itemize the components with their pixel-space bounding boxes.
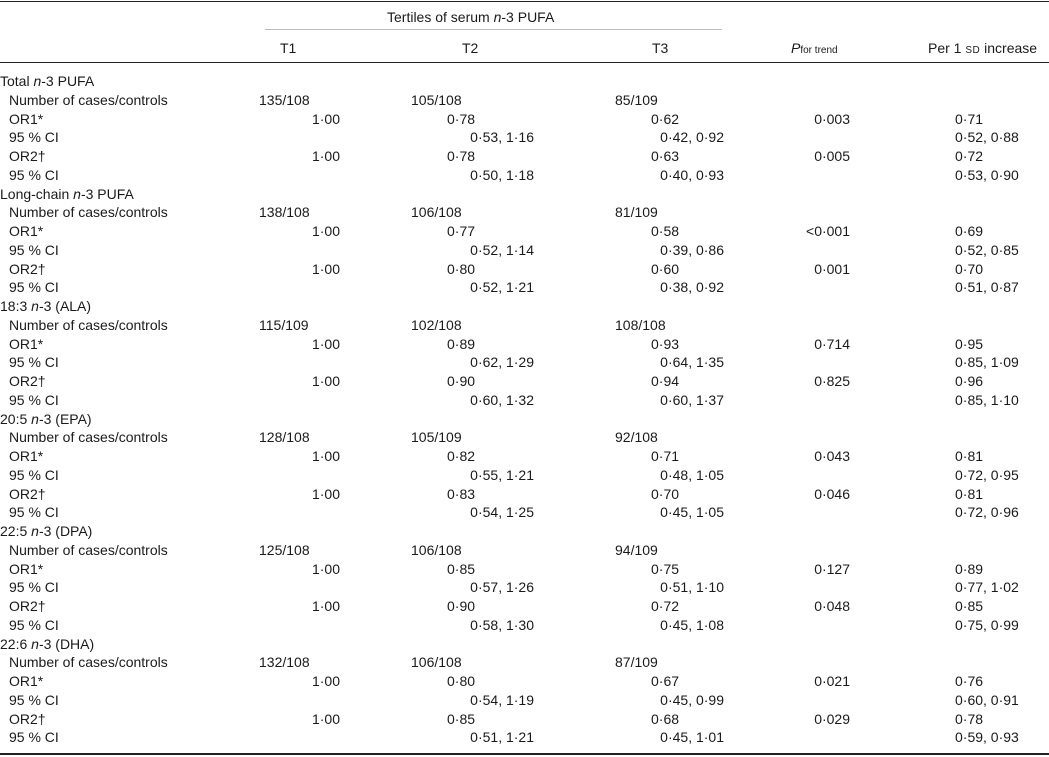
cell-per-sd: 0·72: [955, 148, 984, 164]
cell-t3: 0·45, 1·08: [660, 616, 724, 633]
cell-t3: 0·58: [651, 223, 680, 239]
col-header-t3: T3: [652, 40, 669, 56]
cell-t2: 0·83: [447, 485, 476, 502]
cell-t2: 0·85: [447, 560, 476, 577]
row-label: 95 % CI: [9, 241, 59, 258]
cell-p-trend: 0·001: [814, 260, 850, 277]
cell-p-trend: 0·043: [814, 448, 850, 464]
cell-t2: 0·52, 1·21: [470, 279, 534, 296]
row-label: OR2†: [9, 148, 46, 164]
spanner-rule: [265, 29, 722, 30]
cell-t2: 0·80: [447, 673, 476, 689]
cell-t2: 106/108: [411, 654, 462, 671]
row-label: OR1*: [9, 673, 44, 689]
cell-t2: 0·82: [447, 448, 476, 464]
cell-per-sd: 0·60, 0·91: [955, 691, 1019, 708]
col-header-t1: T1: [280, 40, 297, 56]
cell-per-sd: 0·85: [955, 598, 984, 614]
cell-t3: 94/109: [615, 541, 658, 558]
row-label: Number of cases/controls: [9, 541, 168, 558]
cell-t3: 92/108: [615, 429, 658, 446]
row-label: 95 % CI: [9, 504, 59, 521]
cell-t2: 0·78: [447, 148, 476, 164]
cell-t1: 1·00: [311, 710, 340, 727]
row-label: Number of cases/controls: [9, 204, 168, 221]
cell-t3: 0·42, 0·92: [660, 129, 724, 146]
row-label: 95 % CI: [9, 616, 59, 633]
cell-per-sd: 0·69: [955, 223, 984, 239]
cell-t3: 0·71: [651, 448, 680, 464]
cell-p-trend: 0·825: [814, 373, 850, 389]
cell-t1: 128/108: [259, 429, 310, 446]
group-label: 20:5 n-3 (EPA): [0, 410, 92, 427]
cell-t1: 115/109: [259, 316, 309, 333]
row-label: OR2†: [9, 260, 46, 277]
cell-t2: 0·78: [447, 110, 476, 127]
cell-t3: 0·39, 0·86: [660, 241, 724, 258]
cell-t2: 0·89: [447, 335, 476, 352]
cell-t1: 132/108: [259, 654, 310, 671]
row-label: OR1*: [9, 223, 44, 239]
cell-t3: 0·51, 1·10: [660, 579, 724, 596]
cell-per-sd: 0·78: [955, 710, 984, 727]
cell-t3: 0·94: [651, 373, 680, 389]
cell-t2: 0·80: [447, 260, 476, 277]
cell-per-sd: 0·96: [955, 373, 984, 389]
cell-t3: 0·75: [651, 560, 680, 577]
cell-t2: 102/108: [411, 316, 462, 333]
cell-per-sd: 0·81: [955, 485, 984, 502]
cell-t3: 0·45, 1·05: [660, 504, 724, 521]
cell-t3: 0·45, 0·99: [660, 691, 724, 708]
row-label: 95 % CI: [9, 466, 59, 483]
row-label: 95 % CI: [9, 166, 59, 183]
cell-t3: 0·93: [651, 335, 680, 352]
row-label: 95 % CI: [9, 691, 59, 708]
cell-t1: 1·00: [311, 373, 340, 389]
cell-per-sd: 0·76: [955, 673, 984, 689]
cell-t3: 81/109: [615, 204, 658, 221]
cell-per-sd: 0·71: [955, 110, 984, 127]
cell-t1: 135/108: [259, 91, 310, 108]
col-header-t2: T2: [462, 40, 479, 56]
cell-per-sd: 0·85, 1·10: [955, 391, 1019, 408]
cell-t3: 0·70: [651, 485, 680, 502]
cell-per-sd: 0·70: [955, 260, 984, 277]
group-label: Total n-3 PUFA: [0, 73, 95, 89]
cell-t1: 1·00: [311, 485, 340, 502]
cell-t1: 1·00: [311, 223, 340, 239]
cell-t2: 106/108: [411, 541, 462, 558]
cell-t2: 0·53, 1·16: [470, 129, 534, 146]
cell-t3: 0·64, 1·35: [660, 354, 724, 371]
cell-t1: 1·00: [311, 598, 340, 614]
cell-per-sd: 0·72, 0·96: [955, 504, 1019, 521]
cell-per-sd: 0·53, 0·90: [955, 166, 1019, 183]
cell-p-trend: 0·127: [814, 560, 850, 577]
cell-t3: 0·40, 0·93: [660, 166, 724, 183]
cell-t1: 1·00: [311, 673, 340, 689]
cell-t2: 0·52, 1·14: [470, 241, 534, 258]
cell-t1: 1·00: [311, 110, 340, 127]
cell-t3: 0·60: [651, 260, 680, 277]
header-bottom-rule: [0, 62, 1049, 63]
cell-t3: 85/109: [615, 91, 658, 108]
cell-p-trend: 0·021: [814, 673, 850, 689]
cell-t1: 1·00: [311, 148, 340, 164]
row-label: 95 % CI: [9, 729, 59, 746]
row-label: OR1*: [9, 110, 44, 127]
cell-t2: 0·60, 1·32: [470, 391, 534, 408]
cell-t1: 138/108: [259, 204, 310, 221]
row-label: OR2†: [9, 373, 46, 389]
row-label: Number of cases/controls: [9, 91, 168, 108]
col-header-per-sd: Per 1 SD increase: [928, 40, 1038, 56]
table-bottom-rule: [0, 753, 1049, 755]
cell-t2: 0·51, 1·21: [470, 729, 534, 746]
cell-p-trend: <0·001: [806, 223, 850, 239]
row-label: 95 % CI: [9, 354, 59, 371]
cell-t3: 0·67: [651, 673, 680, 689]
cell-per-sd: 0·95: [955, 335, 984, 352]
cell-per-sd: 0·72, 0·95: [955, 466, 1019, 483]
cell-t3: 87/109: [615, 654, 658, 671]
cell-t3: 0·60, 1·37: [660, 391, 724, 408]
col-header-p-trend: Pfor trend: [791, 40, 838, 56]
cell-t2: 0·62, 1·29: [470, 354, 534, 371]
cell-per-sd: 0·59, 0·93: [955, 729, 1019, 746]
row-label: OR2†: [9, 485, 46, 502]
cell-p-trend: 0·048: [814, 598, 850, 614]
cell-t1: 1·00: [311, 260, 340, 277]
cell-t3: 0·68: [651, 710, 680, 727]
cell-t3: 0·62: [651, 110, 680, 127]
cell-p-trend: 0·046: [814, 485, 850, 502]
cell-t3: 0·45, 1·01: [660, 729, 724, 746]
row-label: 95 % CI: [9, 579, 59, 596]
cell-t2: 0·54, 1·19: [470, 691, 534, 708]
row-label: Number of cases/controls: [9, 316, 168, 333]
cell-t3: 0·38, 0·92: [660, 279, 724, 296]
cell-t2: 0·90: [447, 598, 476, 614]
cell-t3: 0·63: [651, 148, 680, 164]
row-label: OR2†: [9, 598, 46, 614]
cell-t2: 0·85: [447, 710, 476, 727]
cell-t2: 106/108: [411, 204, 462, 221]
cell-t1: 125/108: [259, 541, 310, 558]
row-label: OR1*: [9, 335, 44, 352]
cell-per-sd: 0·52, 0·88: [955, 129, 1019, 146]
table-top-rule: [0, 1, 1049, 2]
cell-t3: 0·48, 1·05: [660, 466, 724, 483]
cell-t2: 0·57, 1·26: [470, 579, 534, 596]
group-label: 22:5 n-3 (DPA): [0, 523, 93, 539]
row-label: OR1*: [9, 560, 44, 577]
cell-p-trend: 0·003: [814, 110, 850, 127]
cell-t3: 108/108: [615, 316, 666, 333]
row-label: OR2†: [9, 710, 46, 727]
cell-per-sd: 0·85, 1·09: [955, 354, 1019, 371]
cell-t3: 0·72: [651, 598, 680, 614]
row-label: Number of cases/controls: [9, 654, 168, 671]
row-label: OR1*: [9, 448, 44, 464]
cell-t2: 105/109: [411, 429, 462, 446]
cell-p-trend: 0·029: [814, 710, 850, 727]
row-label: 95 % CI: [9, 129, 59, 146]
cell-t2: 0·77: [447, 223, 476, 239]
cell-per-sd: 0·77, 1·02: [955, 579, 1019, 596]
cell-t2: 0·55, 1·21: [470, 466, 534, 483]
cell-t2: 0·58, 1·30: [470, 616, 534, 633]
group-label: 18:3 n-3 (ALA): [0, 298, 92, 314]
row-label: Number of cases/controls: [9, 429, 168, 446]
cell-p-trend: 0·005: [814, 148, 850, 164]
cell-t2: 0·50, 1·18: [470, 166, 534, 183]
cell-t2: 0·54, 1·25: [470, 504, 534, 521]
cell-t1: 1·00: [311, 560, 340, 577]
cell-per-sd: 0·89: [955, 560, 984, 577]
cell-per-sd: 0·75, 0·99: [955, 616, 1019, 633]
row-label: 95 % CI: [9, 391, 59, 408]
group-label: 22:6 n-3 (DHA): [0, 635, 95, 652]
group-label: Long-chain n-3 PUFA: [0, 185, 134, 202]
cell-t2: 105/108: [411, 91, 462, 108]
cell-t2: 0·90: [447, 373, 476, 389]
tertiles-spanner-header: Tertiles of serum n-3 PUFA: [387, 9, 555, 25]
cell-per-sd: 0·81: [955, 448, 984, 464]
cell-t1: 1·00: [311, 335, 340, 352]
row-label: 95 % CI: [9, 279, 59, 296]
cell-t1: 1·00: [311, 448, 340, 464]
cell-p-trend: 0·714: [814, 335, 850, 352]
cell-per-sd: 0·51, 0·87: [955, 279, 1019, 296]
cell-per-sd: 0·52, 0·85: [955, 241, 1019, 258]
